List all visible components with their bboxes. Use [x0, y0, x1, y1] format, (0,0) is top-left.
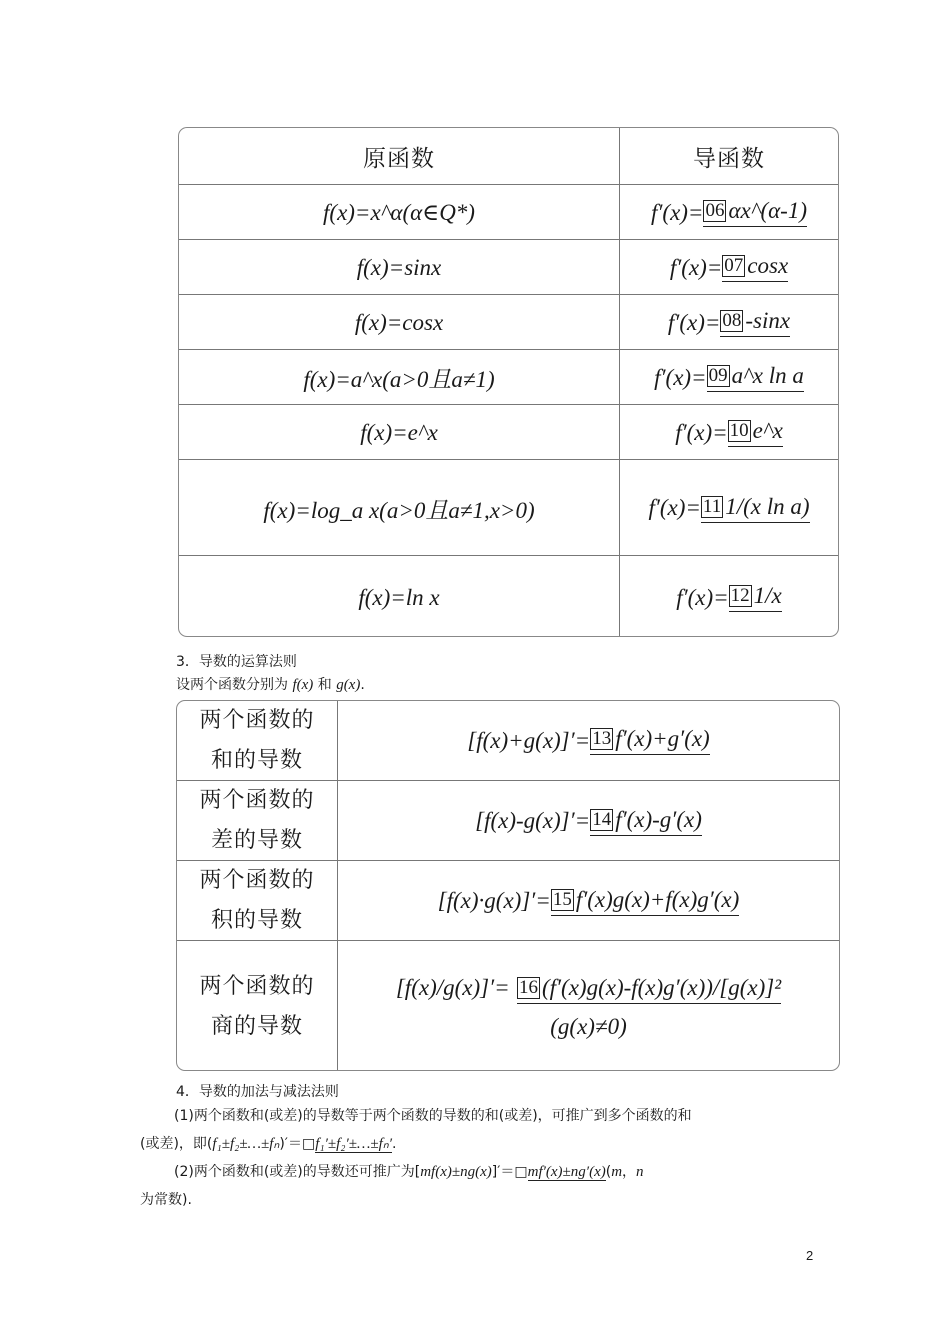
paragraph-1-line1: (1)两个函数和(或差)的导数等于两个函数的导数的和(或差)，可推广到多个函数的和	[174, 1108, 692, 1124]
fprime-label: f′(x)=	[669, 254, 723, 280]
p1-text: (或差)，即(	[140, 1136, 213, 1152]
function-ln: f(x)=ln x	[358, 584, 440, 610]
p1-end: .	[392, 1136, 397, 1152]
intro-text: 设两个函数分别为	[176, 677, 288, 693]
derivative-answer: e^x	[752, 418, 783, 443]
function-e-exp: f(x)=e^x	[360, 419, 438, 445]
rule-formula	[337, 781, 839, 861]
rule-label-line1: 两个函数的	[199, 788, 315, 813]
formula-condition: (g(x)≠0)	[550, 1013, 627, 1039]
function-cos: f(x)=cosx	[354, 309, 444, 335]
rule-label-line2: 差的导数	[210, 828, 303, 853]
rule-label	[177, 781, 337, 861]
p2-n: n	[636, 1164, 644, 1180]
function-cell	[179, 185, 619, 240]
formula-lhs: [f(x)+g(x)]′=	[467, 727, 591, 753]
answer-number-box: 12	[730, 585, 750, 606]
rule-label	[177, 861, 337, 941]
function-log: f(x)=log_a x(a>0且a≠1,x>0)	[263, 497, 535, 523]
answer-number-box: 08	[722, 310, 742, 331]
p2-m: m	[611, 1164, 623, 1180]
p1-mid: )′＝□	[279, 1136, 316, 1152]
derivative-answer: 1/(x ln a)	[725, 493, 810, 519]
derivative-answer: 1/x	[753, 583, 782, 608]
p1-answer: f₁′±f₂′±…±fₙ′	[315, 1136, 393, 1152]
table-row	[179, 184, 838, 240]
derivative-answer: cosx	[747, 253, 789, 278]
formula-answer: f′(x)g(x)+f(x)g′(x)	[575, 886, 740, 912]
derivative-cell	[619, 240, 838, 295]
fprime-label: f′(x)=	[675, 419, 728, 445]
p2-answer: mf′(x)±ng′(x)	[527, 1164, 606, 1180]
table-row	[177, 940, 839, 1071]
derivative-answer: -sinx	[745, 308, 791, 333]
gx-symbol: g(x)	[336, 677, 361, 693]
table-row	[179, 404, 838, 460]
page-number: 2	[806, 1248, 814, 1263]
table-row	[179, 555, 838, 637]
p2-math: mf(x)±ng(x)	[420, 1164, 492, 1180]
function-power: f(x)=x^α(α∈Q*)	[323, 199, 475, 225]
derivative-cell	[619, 350, 838, 405]
p2-mid: ]′＝□	[491, 1164, 528, 1180]
answer-number-box: 14	[592, 808, 612, 830]
formula-answer: f′(x)+g′(x)	[615, 726, 710, 751]
operation-rules-table	[176, 700, 840, 1071]
section-4-paragraph-2	[140, 1158, 820, 1214]
function-cell	[179, 350, 619, 405]
derivative-answer: αx^(α-1)	[728, 198, 807, 223]
paragraph-2-line1	[140, 1158, 820, 1186]
table-row	[177, 860, 839, 941]
table-row	[177, 780, 839, 861]
rule-label	[177, 941, 337, 1071]
rule-label	[177, 701, 337, 780]
formula-lhs: [f(x)/g(x)]′=	[395, 974, 510, 1000]
paragraph-1-line2	[140, 1130, 820, 1158]
table-row	[179, 239, 838, 295]
derivative-cell	[619, 556, 838, 637]
rule-label-line1: 两个函数的	[199, 974, 315, 999]
answer-number-box: 10	[729, 420, 749, 441]
and-text: 和	[317, 677, 332, 693]
answer-number-box: 07	[724, 255, 744, 276]
function-cell	[179, 556, 619, 637]
fprime-label: f′(x)=	[654, 364, 707, 390]
rule-formula	[337, 701, 839, 780]
table-header-row	[179, 128, 838, 184]
table-row	[177, 701, 839, 780]
derivative-cell	[619, 185, 838, 240]
derivative-cell	[619, 295, 838, 350]
fprime-label: f′(x)=	[676, 584, 729, 610]
rule-label-line1: 两个函数的	[199, 707, 315, 733]
paragraph-2-line2: 为常数).	[140, 1192, 192, 1208]
rule-label-line1: 两个函数的	[199, 868, 315, 893]
function-cell	[179, 460, 619, 556]
derivative-cell	[619, 460, 838, 556]
section-3-intro	[176, 674, 365, 694]
function-cell	[179, 405, 619, 460]
table-row	[179, 459, 838, 556]
period: .	[360, 677, 365, 693]
section-3-title: 3．导数的运算法则	[176, 654, 297, 670]
rule-label-line2: 商的导数	[210, 1014, 303, 1039]
p1-math: f₁±f₂±…±fₙ	[212, 1136, 280, 1152]
fx-symbol: f(x)	[292, 677, 314, 693]
answer-number-box: 06	[705, 200, 725, 221]
function-exponential: f(x)=a^x(a>0且a≠1)	[303, 367, 495, 392]
p2-paren: (	[605, 1164, 612, 1180]
header-original-function: 原函数	[363, 145, 435, 172]
table-row	[179, 294, 838, 350]
function-cell	[179, 295, 619, 350]
formula-answer: (f′(x)g(x)-f(x)g′(x))/[g(x)]²	[541, 974, 782, 1000]
fprime-label: f′(x)=	[667, 309, 721, 335]
rule-label-line2: 和的导数	[210, 747, 303, 773]
formula-lhs: [f(x)·g(x)]′=	[437, 888, 551, 913]
rule-formula	[337, 861, 839, 941]
answer-number-box: 16	[518, 976, 538, 998]
answer-number-box: 09	[708, 365, 728, 386]
formula-lhs: [f(x)-g(x)]′=	[475, 808, 591, 833]
section-4-title: 4．导数的加法与减法法则	[176, 1084, 339, 1100]
derivative-cell	[619, 405, 838, 460]
formula-answer: f′(x)-g′(x)	[615, 806, 702, 832]
derivative-answer: a^x ln a	[731, 363, 804, 388]
section-4-paragraph-1	[140, 1102, 820, 1158]
header-derivative: 导函数	[619, 128, 838, 184]
function-sin: f(x)=sinx	[356, 254, 442, 280]
p2-text: (2)两个函数和(或差)的导数还可推广为[	[174, 1164, 421, 1180]
derivative-table	[178, 127, 839, 637]
answer-number-box: 13	[592, 728, 612, 749]
fprime-label: f′(x)=	[650, 199, 704, 225]
fprime-label: f′(x)=	[648, 495, 701, 520]
rule-label-line2: 积的导数	[210, 908, 303, 933]
answer-number-box: 11	[702, 495, 722, 517]
answer-number-box: 15	[552, 888, 572, 910]
function-cell	[179, 240, 619, 295]
rule-formula	[337, 941, 839, 1071]
table-row	[179, 349, 838, 405]
p2-comma: ，	[622, 1164, 637, 1180]
